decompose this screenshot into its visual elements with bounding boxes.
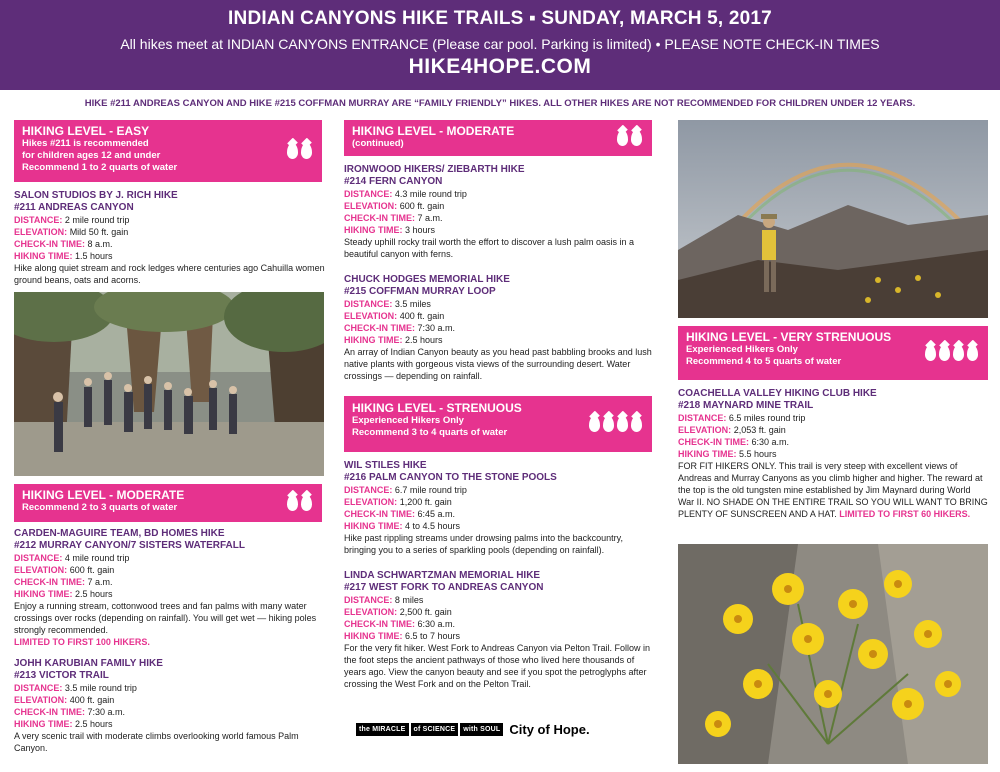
water-drops-icon [589,416,642,432]
family-friendly-notice: HIKE #211 ANDREAS CANYON AND HIKE #215 COFFMAN MURRAY ARE “FAMILY FRIENDLY” HIKES. ALL OTHER HIKES ARE NOT RECOMMENDED FOR CHILDREN UNDER 12 YEARS. [84,98,916,109]
drop-icon [617,416,628,432]
drop-icon [631,416,642,432]
level-easy-banner: HIKING LEVEL - EASY Hikes #211 is recommended for children ages 12 and under Recommend 1 to 2 quarts of water [14,120,322,182]
sponsor-logos [356,722,590,737]
drop-icon [287,495,298,511]
drop-icon [953,345,964,361]
drop-icon [631,130,642,146]
header-banner [0,0,1000,90]
drop-icon [301,143,312,159]
page-title: INDIAN CANYONS HIKE TRAILS ▪ SUNDAY, MARCH 5, 2017 [228,8,772,29]
meeting-info: All hikes meet at INDIAN CANYONS ENTRANCE (Please car pool. Parking is limited) • PLEASE NOTE CHECK-IN TIMES [120,36,880,52]
hike-214: IRONWOOD HIKERS/ ZIEBARTH HIKE #214 FERN CANYON DISTANCE: 4.3 mile round trip ELEVATION: 600 ft. gain CHECK-IN TIME: 7 a.m. HIKING TIME: 3 hours Steady uphill rocky trail worth the effort to discover a lush palm oasis in a beautiful canyon with ferns. [344,164,634,259]
drop-icon [287,143,298,159]
level-strenuous-banner: HIKING LEVEL - STRENUOUS Experienced Hikers Only Recommend 3 to 4 quarts of water [344,396,652,452]
drop-icon [603,416,614,432]
level-moderate-banner: HIKING LEVEL - MODERATE Recommend 2 to 3 quarts of water [14,484,322,522]
drop-icon [939,345,950,361]
water-drops-icon [617,130,642,146]
water-drops-icon [287,143,312,159]
logo-soul: with SOUL [460,723,503,736]
logo-science: of SCIENCE [411,723,459,736]
level-very-strenuous-banner: HIKING LEVEL - VERY STRENUOUS Experienced Hikers Only Recommend 4 to 5 quarts of water [678,326,988,380]
drop-icon [925,345,936,361]
rainbow-hiker-photo [678,120,988,318]
water-drops-icon [925,345,978,361]
water-drops-icon [287,495,312,511]
hike-218: COACHELLA VALLEY HIKING CLUB HIKE #218 MAYNARD MINE TRAIL DISTANCE: 6.5 miles round trip ELEVATION: 2,053 ft. gain CHECK-IN TIME: 6:30 a.m. HIKING TIME: 5.5 hours FOR FIT HIKERS ONLY. This trail is very steep with excellent views of Andreas and Murray Canyons as you climb higher and higher. The reward at the top is the old tungsten mine established by Jim Maynard during World War II. NO SHADE ON THE ENTIRE TRAIL SO YOU WILL WANT TO BRING PLENTY OF SUNSCREEN AND A HAT. LIMITED TO FIRST 60 HIKERS. [678,388,988,519]
hike-211: SALON STUDIOS BY J. RICH HIKE #211 ANDREAS CANYON DISTANCE: 2 mile round trip ELEVATION: Mild 50 ft. gain CHECK-IN TIME: 8 a.m. HIKING TIME: 1.5 hours Hike along quiet stream and rock ledges where centuries ago Cahuilla women ground beans, oats and acorns. [14,190,325,285]
hike-215: CHUCK HODGES MEMORIAL HIKE #215 COFFMAN MURRAY LOOP DISTANCE: 3.5 miles ELEVATION: 400 ft. gain CHECK-IN TIME: 7:30 a.m. HIKING TIME: 2.5 hours An array of Indian Canyon beauty as you head past babbling brooks and lush native plants with gorgeous vista views of the surrounding desert. Water crossings — depending on rainfall. [344,274,652,381]
drop-icon [617,130,628,146]
level-moderate-continued-banner: HIKING LEVEL - MODERATE (continued) [344,120,652,156]
logo-miracle: the MIRACLE [356,723,409,736]
website-link[interactable]: HIKE4HOPE.COM [408,55,592,78]
drop-icon [967,345,978,361]
wildflowers-photo [678,544,988,764]
drop-icon [301,495,312,511]
hike-213: JOHH KARUBIAN FAMILY HIKE #213 VICTOR TRAIL DISTANCE: 3.5 mile round trip ELEVATION: 400 ft. gain CHECK-IN TIME: 7:30 a.m. HIKING TIME: 2.5 hours A very scenic trail with moderate climbs overlooking world famous Palm Canyon. [14,658,299,753]
hike-216: WIL STILES HIKE #216 PALM CANYON TO THE STONE POOLS DISTANCE: 6.7 mile round trip ELEVATION: 1,200 ft. gain CHECK-IN TIME: 6:45 a.m. HIKING TIME: 4 to 4.5 hours Hike past rippling streams under drowsing palms into the backcountry, bringing you to a series of sparkling pools (depending on rainfall). [344,460,623,555]
drop-icon [589,416,600,432]
hike-212: CARDEN-MAGUIRE TEAM, BD HOMES HIKE #212 MURRAY CANYON/7 SISTERS WATERFALL DISTANCE: 4 mile round trip ELEVATION: 600 ft. gain CHECK-IN TIME: 7 a.m. HIKING TIME: 2.5 hours Enjoy a running stream, cottonwood trees and fan palms with many water crossings over rocks (depending on rainfall). You will get wet — hiking poles strongly recommended. LIMITED TO FIRST 100 HIKERS. [14,528,317,647]
city-of-hope-logo: City of Hope. [509,722,590,737]
hike-217: LINDA SCHWARTZMAN MEMORIAL HIKE #217 WEST FORK TO ANDREAS CANYON DISTANCE: 8 miles ELEVATION: 2,500 ft. gain CHECK-IN TIME: 6:30 a.m. HIKING TIME: 6.5 to 7 hours For the very fit hiker. West Fork to Andreas Canyon via Pelton Trail. Follow in the foot steps the ancient pathways of those who lived here thousands of years ago. View the canyon beauty and see if you spot the petroglyphs after crossing the West Fork and on the Pelton Trail. [344,570,650,689]
canyon-hikers-photo [14,292,324,476]
